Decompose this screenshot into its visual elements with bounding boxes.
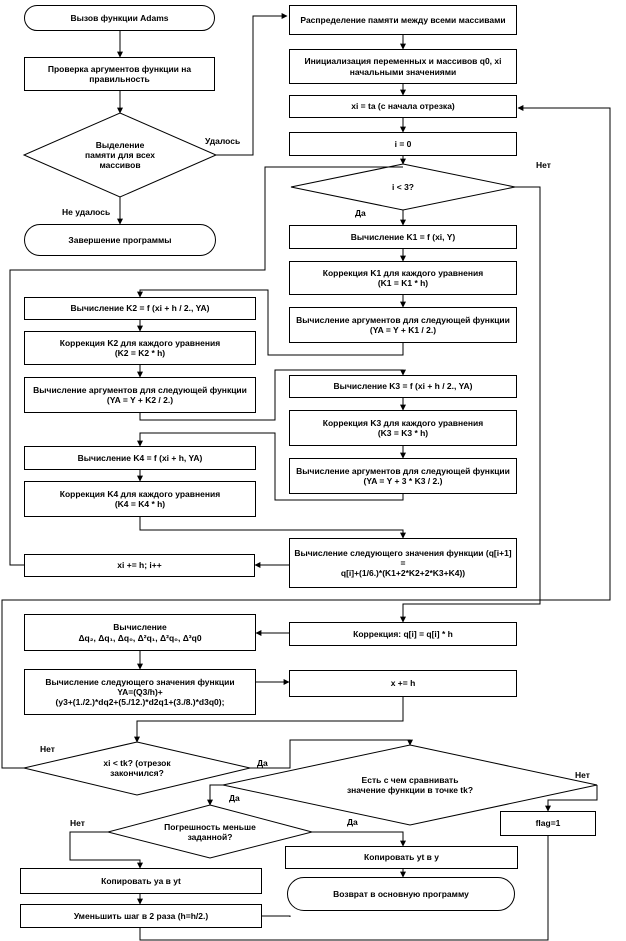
k3-corr-box: Коррекция K3 для каждого уравнения (K3 = K3 * h) bbox=[289, 410, 517, 446]
i-check-text: i < 3? bbox=[392, 181, 414, 192]
label-yes-compare: Да bbox=[229, 793, 240, 803]
error-check-text: Погрешность меньше заданной? bbox=[164, 821, 256, 842]
label-fail: Не удалось bbox=[62, 207, 111, 217]
k2-corr-box: Коррекция K2 для каждого уравнения (K2 = K2 * h) bbox=[24, 331, 256, 365]
k3-args-box: Вычисление аргументов для следующей функции (YA = Y + 3 * K3 / 2.) bbox=[289, 458, 517, 494]
init-vars-box: Инициализация переменных и массивов q0, xi начальными значениями bbox=[289, 49, 517, 84]
label-no-segment: Нет bbox=[40, 744, 55, 754]
alloc-decision-text: Выделение памяти для всех массивов bbox=[84, 139, 156, 171]
check-args-box: Проверка аргументов функции на правильность bbox=[24, 57, 215, 91]
label-no-error: Нет bbox=[70, 818, 85, 828]
label-yes-error: Да bbox=[347, 817, 358, 827]
halve-step-box: Уменьшить шаг в 2 раза (h=h/2.) bbox=[20, 904, 262, 928]
copy-yt-y-box: Копировать yt в y bbox=[285, 846, 518, 869]
k1-calc-box: Вычисление K1 = f (xi, Y) bbox=[289, 225, 517, 249]
label-yes-segment: Да bbox=[257, 758, 268, 768]
k3-calc-box: Вычисление K3 = f (xi + h / 2., YA) bbox=[289, 375, 517, 398]
label-success: Удалось bbox=[205, 136, 241, 146]
k4-calc-box: Вычисление K4 = f (xi + h, YA) bbox=[24, 446, 256, 470]
k2-calc-box: Вычисление K2 = f (xi + h / 2., YA) bbox=[24, 297, 256, 320]
distribute-memory-box: Распределение памяти между всеми массивами bbox=[289, 5, 517, 35]
label-yes-i-check: Да bbox=[355, 208, 366, 218]
i-zero-box: i = 0 bbox=[289, 132, 517, 156]
flag-box: flag=1 bbox=[500, 811, 596, 836]
segment-end-text: xi < tk? (отрезок закончился? bbox=[103, 757, 171, 778]
return-main-terminal: Возврат в основную программу bbox=[287, 877, 515, 911]
deltas-box: Вычисление Δq₂, Δq₁, Δq₀, Δ²q₁, Δ²q₀, Δ³q0 bbox=[24, 614, 256, 651]
k2-args-box: Вычисление аргументов для следующей функции (YA = Y + K2 / 2.) bbox=[24, 377, 256, 413]
start-terminal: Вызов функции Adams bbox=[24, 5, 215, 31]
copy-ya-yt-box: Копировать ya в yt bbox=[20, 868, 262, 894]
next-value-box: Вычисление следующего значения функции (q[i+1] = q[i]+(1/6.)*(K1+2*K2+2*K3+K4)) bbox=[289, 538, 517, 588]
correction-box: Коррекция: q[i] = q[i] * h bbox=[289, 622, 517, 646]
label-no-compare: Нет bbox=[575, 770, 590, 780]
end-program-terminal: Завершение программы bbox=[24, 224, 216, 256]
xi-start-box: xi = ta (с начала отрезка) bbox=[289, 95, 517, 118]
adams-value-box: Вычисление следующего значения функции YA=(Q3/h)+ (y3+(1./2.)*dq2+(5./12.)*d2q1+(3./8.)*d3q0); bbox=[24, 669, 256, 715]
label-no-i-check: Нет bbox=[536, 160, 551, 170]
k1-corr-box: Коррекция K1 для каждого уравнения (K1 = K1 * h) bbox=[289, 261, 517, 295]
x-inc-box: x += h bbox=[289, 670, 517, 697]
xi-inc-box: xi += h; i++ bbox=[24, 554, 255, 577]
compare-check-text: Есть с чем сравнивать значение функции в точке tk? bbox=[346, 774, 474, 795]
k1-args-box: Вычисление аргументов для следующей функции (YA = Y + K1 / 2.) bbox=[289, 307, 517, 343]
k4-corr-box: Коррекция K4 для каждого уравнения (K4 = K4 * h) bbox=[24, 481, 256, 517]
